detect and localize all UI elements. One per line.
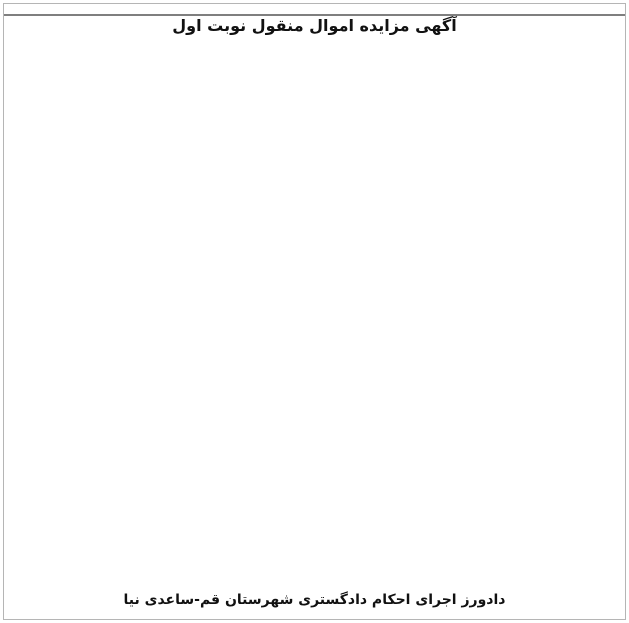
notice-signature: دادورز اجرای احکام دادگستری شهرستان قم-ساعدی نیا xyxy=(123,592,506,608)
notice-body xyxy=(12,42,617,579)
notice-title: آگهی مزایده اموال منقول نوبت اول xyxy=(172,16,457,35)
notice-frame xyxy=(3,3,626,620)
